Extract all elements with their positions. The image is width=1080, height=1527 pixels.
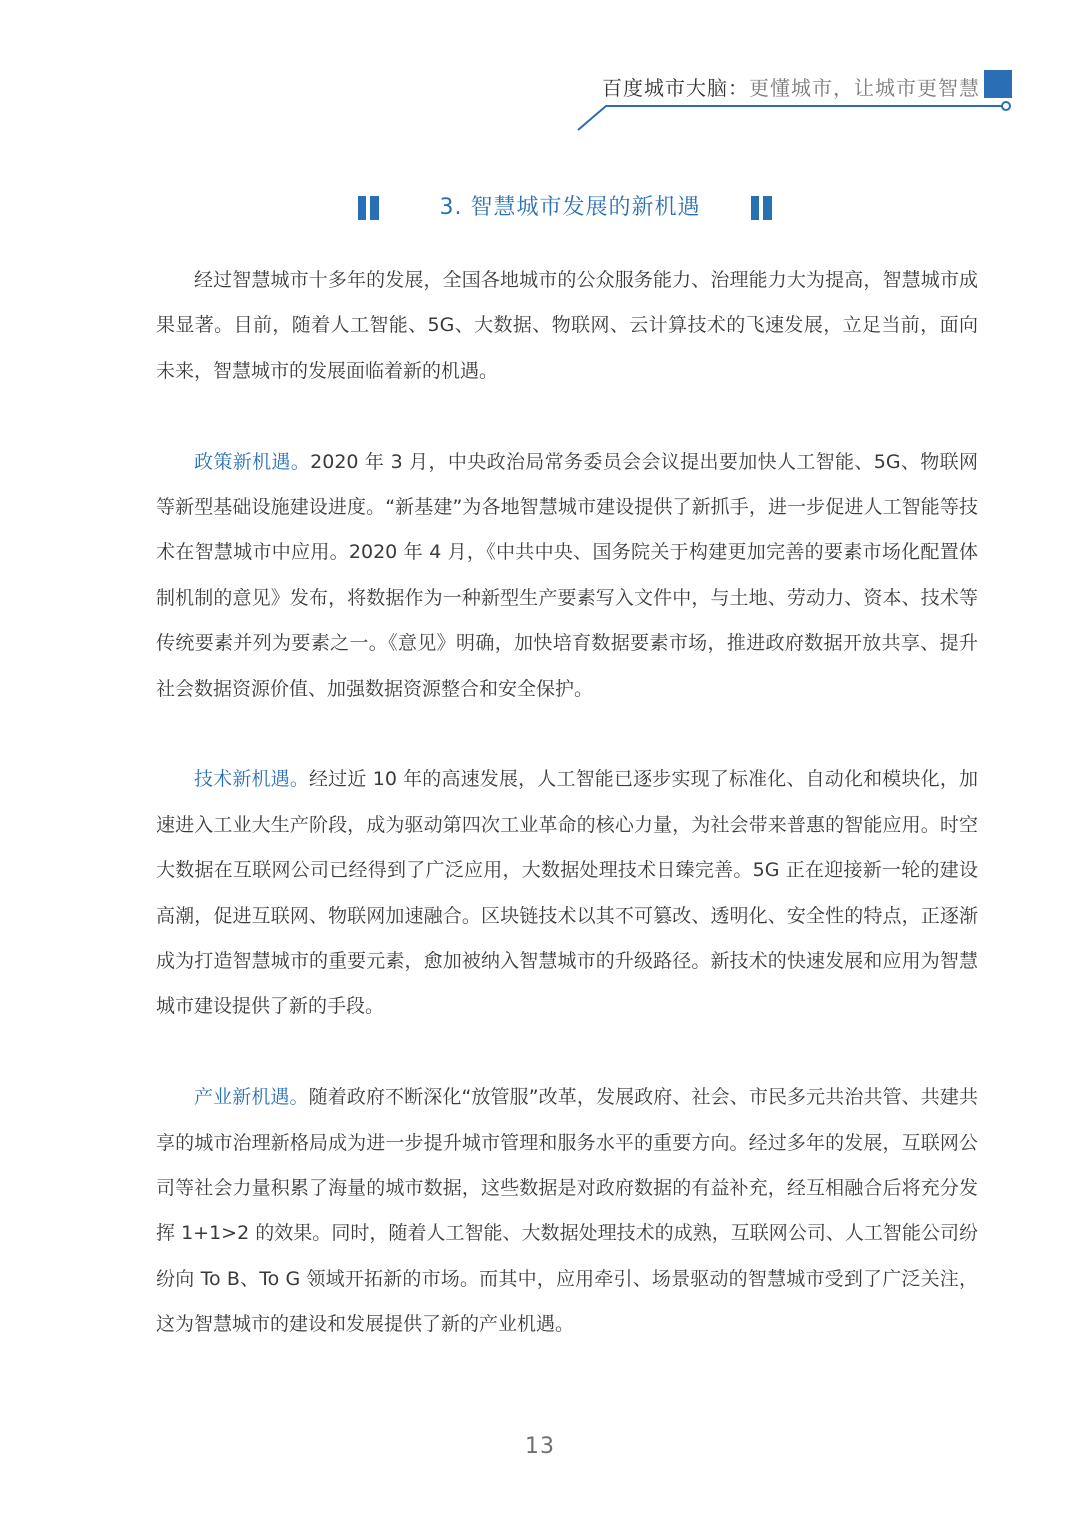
header-accent-square xyxy=(984,70,1012,98)
section-title-bars-right xyxy=(751,196,775,220)
header-title-strong: 百度城市大脑： xyxy=(602,76,749,100)
paragraph-technology xyxy=(156,757,978,1029)
paragraph-intro xyxy=(156,258,978,394)
page-number: 13 xyxy=(525,1434,555,1459)
header-decor-line xyxy=(570,96,1020,136)
header-title-light: 更懂城市，让城市更智慧 xyxy=(749,76,980,100)
paragraph-industry-lead: 产业新机遇。 xyxy=(194,1086,309,1109)
section-title: 3. 智慧城市发展的新机遇 xyxy=(439,195,701,220)
paragraph-technology-text: 经过近 10 年的高速发展，人工智能已逐步实现了标准化、自动化和模块化，加速进入工业大生产阶段，成为驱动第四次工业革命的核心力量，为社会带来普惠的智能应用。时空大数据在互联网公司已经得到了广泛应用，大数据处理技术日臻完善。5G 正在迎接新一轮的建设高潮，促进互联网、物联网加速融合。区块链技术以其不可篡改、透明化、安全性的特点，正逐渐成为打造智慧城市的重要元素，愈加被纳入智慧城市的升级路径。新技术的快速发展和应用为智慧城市建设提供了新的手段。 xyxy=(156,768,978,1018)
section-title-bars-left xyxy=(358,196,382,220)
paragraph-policy-lead: 政策新机遇。 xyxy=(194,450,311,473)
article-body xyxy=(156,258,978,1348)
paragraph-policy xyxy=(156,440,978,712)
paragraph-intro-text: 经过智慧城市十多年的发展，全国各地城市的公众服务能力、治理能力大为提高，智慧城市成果显著。目前，随着人工智能、5G、大数据、物联网、云计算技术的飞速发展，立足当前，面向未来，智慧城市的发展面临着新的机遇。 xyxy=(156,269,978,382)
paragraph-policy-text: 2020 年 3 月，中央政治局常务委员会会议提出要加快人工智能、5G、物联网等新型基础设施建设进度。“新基建”为各地智慧城市建设提供了新抓手，进一步促进人工智能等技术在智慧城市中应用。2020 年 4 月，《中共中央、国务院关于构建更加完善的要素市场化配置体制机制的意见》发布，将数据作为一种新型生产要素写入文件中，与土地、劳动力、资本、技术等传统要素并列为要素之一。《意见》明确，加快培育数据要素市场，推进政府数据开放共享、提升社会数据资源价值、加强数据资源整合和安全保护。 xyxy=(156,450,978,700)
paragraph-technology-lead: 技术新机遇。 xyxy=(194,768,310,791)
paragraph-industry-text: 随着政府不断深化“放管服”改革，发展政府、社会、市民多元共治共管、共建共享的城市治理新格局成为进一步提升城市管理和服务水平的重要方向。经过多年的发展，互联网公司等社会力量积累了海量的城市数据，这些数据是对政府数据的有益补充，经互相融合后将充分发挥 1+1>2 的效果。同时，随着人工智能、大数据处理技术的成熟，互联网公司、人工智能公司纷纷向 To B、To G 领域开拓新的市场。而其中，应用牵引、场景驱动的智慧城市受到了广泛关注，这为智慧城市的建设和发展提供了新的产业机遇。 xyxy=(156,1086,978,1336)
paragraph-industry xyxy=(156,1075,978,1347)
